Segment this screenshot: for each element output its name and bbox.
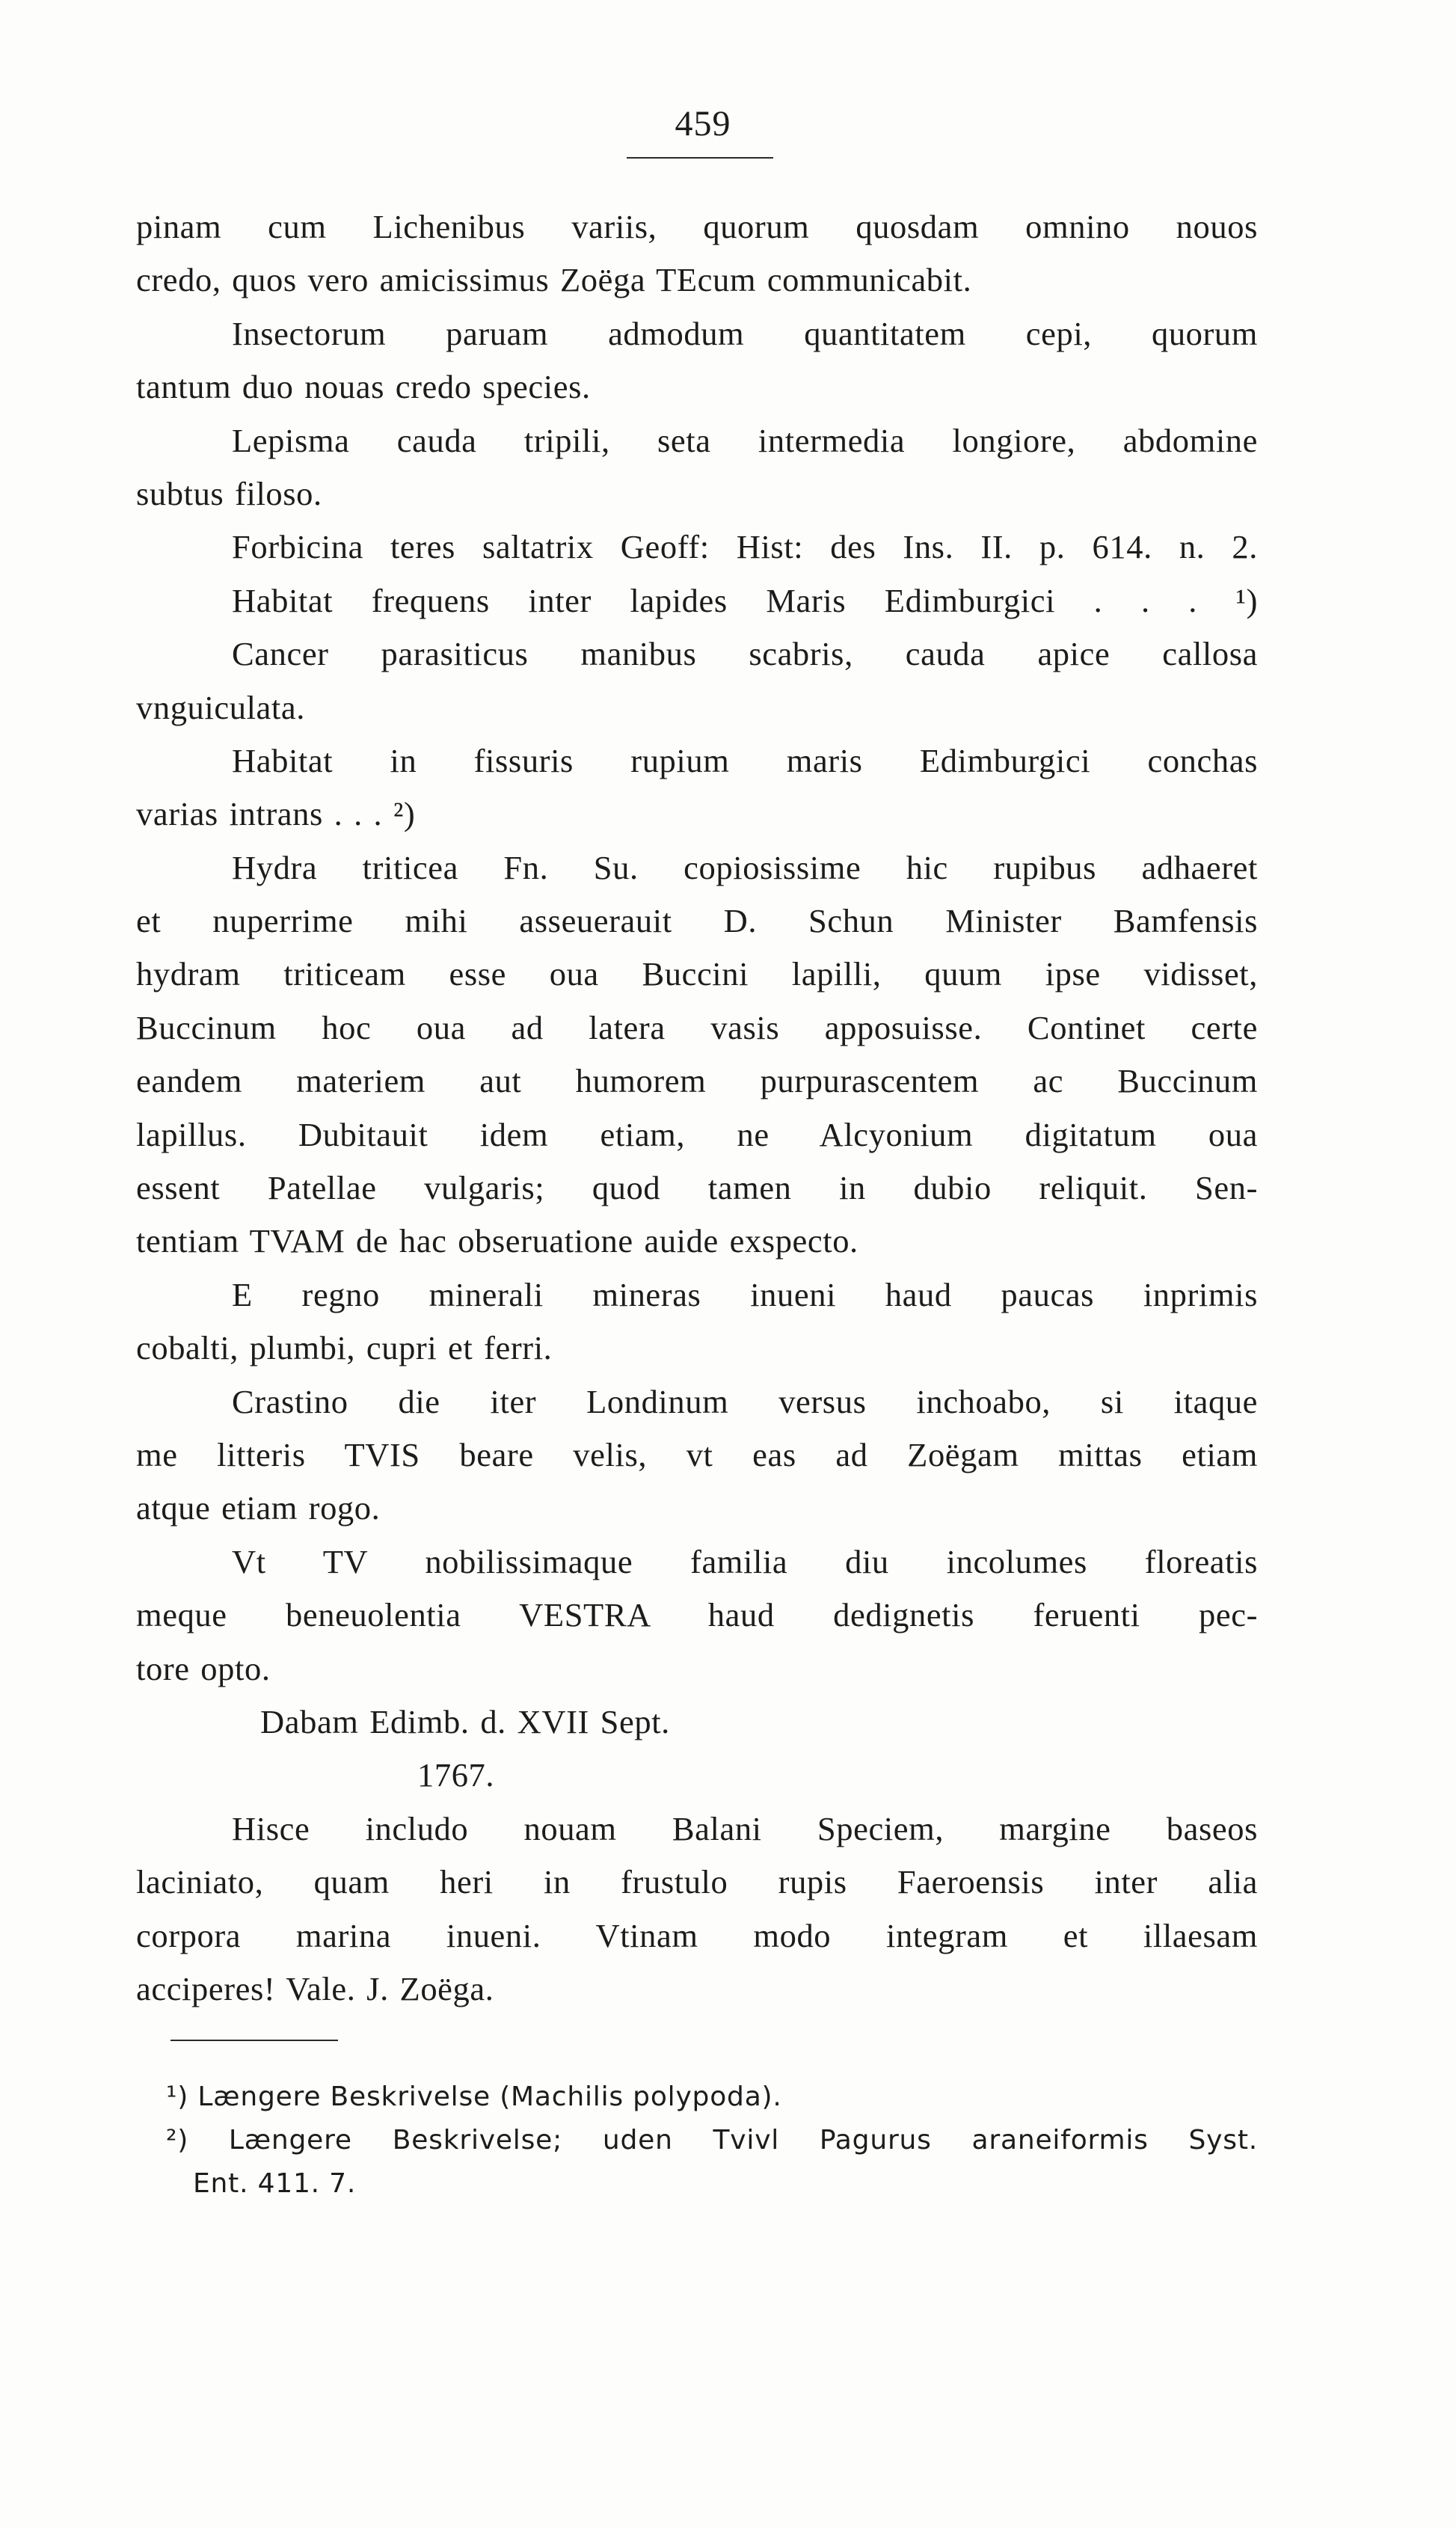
text-line: corpora marina inueni. Vtinam modo integram et illaesam [136,1916,1258,1954]
text-line: Habitat frequens inter lapides Maris Edimburgici . . . ¹) [232,581,1258,619]
text-line: Buccinum hoc oua ad latera vasis apposuisse. Continet certe [136,1008,1258,1046]
text-line: Habitat in fissuris rupium maris Edimburgici conchas [232,741,1258,779]
text-line: tentiam TVAM de hac obseruatione auide exspecto. [136,1222,858,1260]
text-line: Hydra triticea Fn. Su. copiosissime hic rupibus adhaeret [232,848,1258,886]
text-line: atque etiam rogo. [136,1489,381,1527]
signature-line: acciperes! Vale. J. Zoëga. [136,1969,494,2007]
footnote-2-continuation: Ent. 411. 7. [193,2168,357,2199]
text-line: Lepisma cauda tripili, seta intermedia longiore, abdomine [232,421,1258,459]
text-line: Forbicina teres saltatrix Geoff: Hist: des Ins. II. p. 614. n. 2. [232,528,1258,566]
text-line: varias intrans . . . ²) [136,795,416,833]
text-line: subtus filoso. [136,474,322,512]
page-number: 459 [675,104,731,144]
text-line: pinam cum Lichenibus variis, quorum quosdam omnino nouos [136,208,1258,245]
text-line: laciniato, quam heri in frustulo rupis Faeroensis inter alia [136,1863,1258,1901]
text-line: me litteris TVIS beare velis, vt eas ad Zoëgam mittas etiam [136,1435,1258,1473]
text-line: essent Patellae vulgaris; quod tamen in dubio reliquit. Sen- [136,1169,1258,1207]
footnote-1: ¹) Længere Beskrivelse (Machilis polypoda). [166,2081,782,2112]
page-number-rule [627,157,773,159]
text-line: E regno minerali mineras inueni haud paucas inprimis [232,1275,1258,1313]
footnote-2: ²) Længere Beskrivelse; uden Tvivl Pagurus araneiformis Syst. [166,2125,1258,2156]
text-line: hydram triticeam esse oua Buccini lapilli, quum ipse vidisset, [136,955,1258,993]
text-line: tantum duo nouas credo species. [136,368,591,406]
text-line: lapillus. Dubitauit idem etiam, ne Alcyonium digitatum oua [136,1115,1258,1153]
dateline-year: 1767. [417,1756,495,1794]
text-line: Crastino die iter Londinum versus inchoabo, si itaque [232,1382,1258,1420]
dateline: Dabam Edimb. d. XVII Sept. [260,1702,670,1740]
text-line: cobalti, plumbi, cupri et ferri. [136,1329,553,1367]
footnote-rule [171,2040,338,2041]
text-line: Hisce includo nouam Balani Speciem, margine baseos [232,1809,1258,1847]
text-line: vnguiculata. [136,688,305,726]
text-line: Insectorum paruam admodum quantitatem cepi, quorum [232,314,1258,352]
footnotes [166,2076,1258,2206]
text-line: credo, quos vero amicissimus Zoëga TEcum communicabit. [136,261,972,299]
letter-body [136,200,1258,2016]
text-line: tore opto. [136,1649,271,1687]
text-line: et nuperrime mihi asseuerauit D. Schun Minister Bamfensis [136,902,1258,940]
text-line: eandem materiem aut humorem purpurascentem ac Buccinum [136,1062,1258,1100]
text-line: Cancer parasiticus manibus scabris, cauda apice callosa [232,635,1258,673]
text-line: meque beneuolentia VESTRA haud dedignetis feruenti pec- [136,1596,1258,1634]
text-line: Vt TV nobilissimaque familia diu incolumes floreatis [232,1542,1258,1580]
